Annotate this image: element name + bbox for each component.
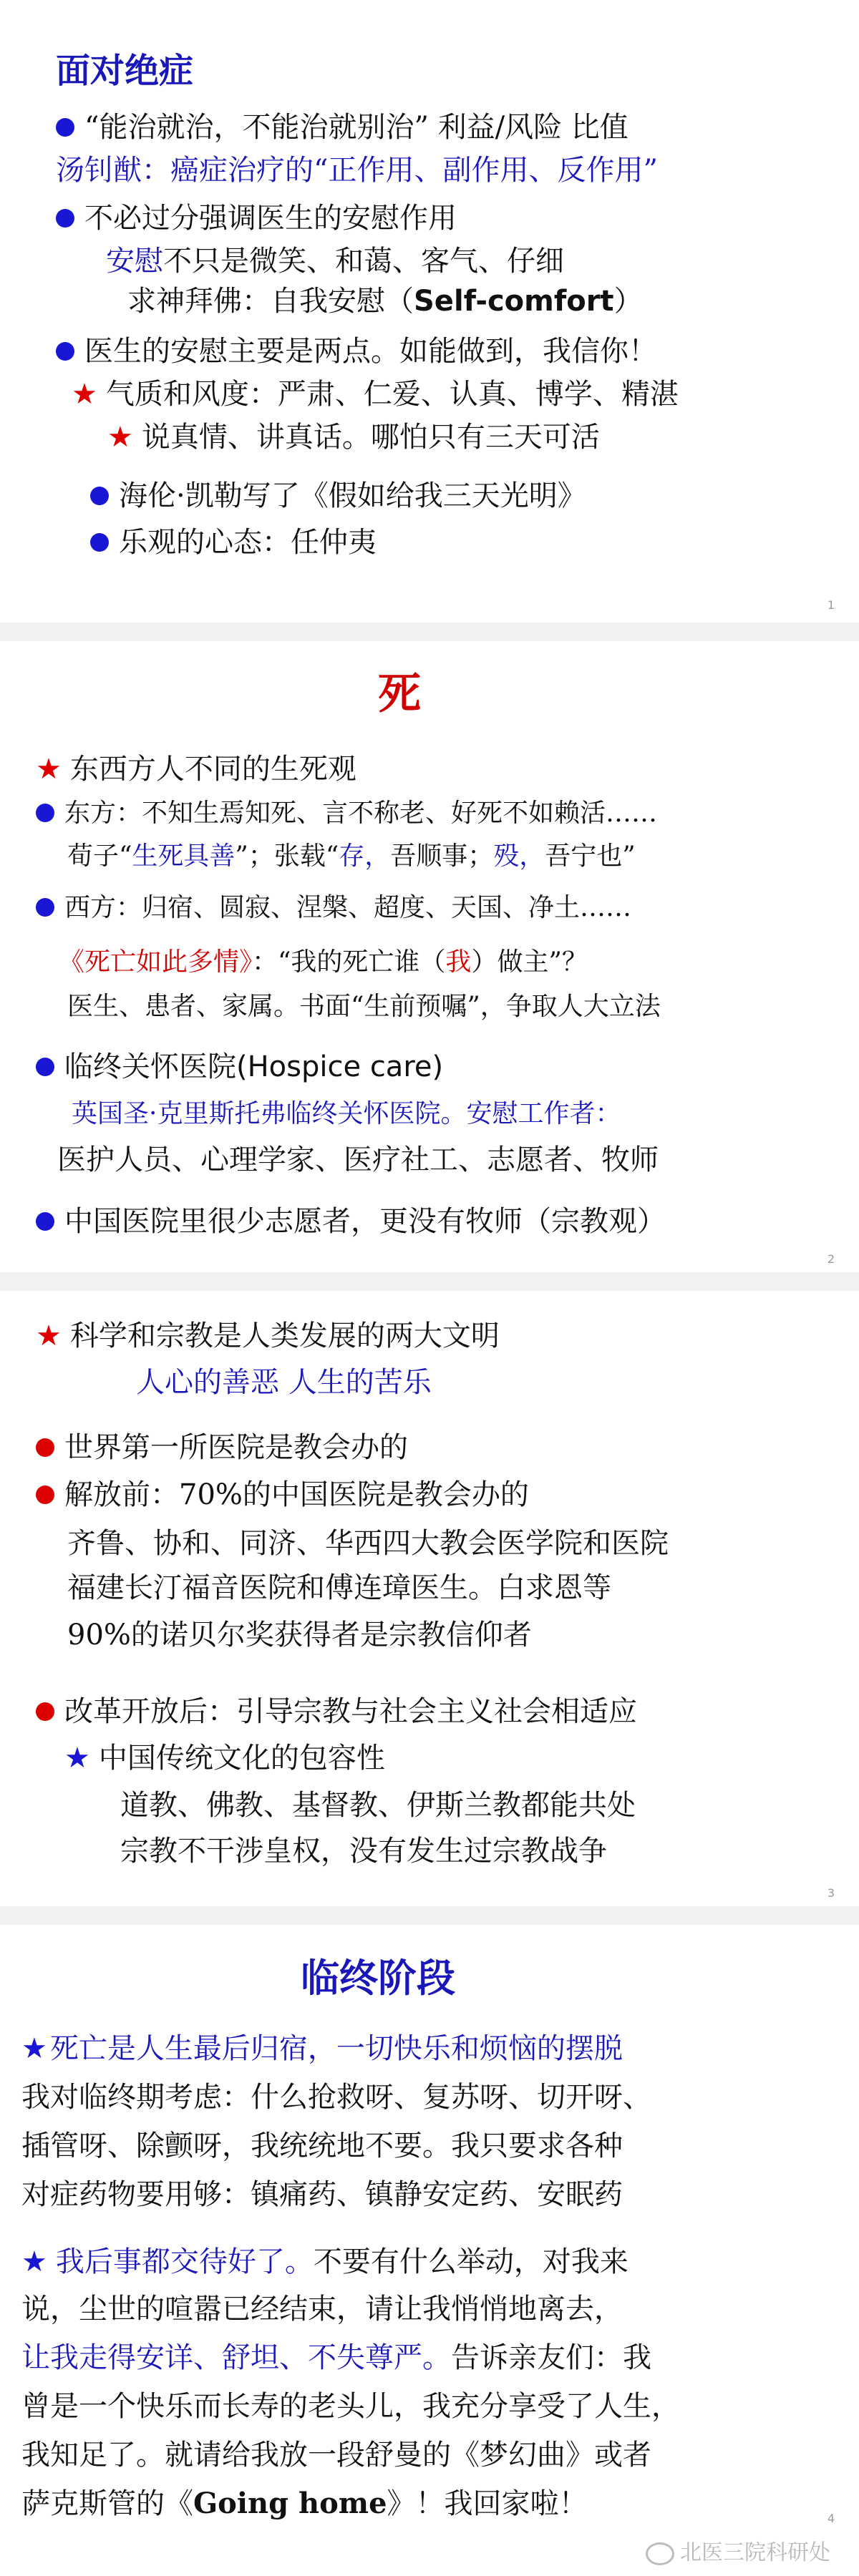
- page-number: 3: [827, 1886, 835, 1900]
- slide-separator: [0, 1906, 859, 1925]
- text-line: 《死亡如此多情》：“我的死亡谁（我）做主”？: [59, 947, 588, 977]
- text-line: 求神拜佛：自我安慰（Self-comfort）: [127, 285, 643, 318]
- text-line: 英国圣·克里斯托弗临终关怀医院。安慰工作者：: [72, 1099, 621, 1128]
- bullet-line: 世界第一所医院是教会办的: [36, 1431, 408, 1464]
- text-line: 对症药物要用够：镇痛药、镇静安定药、安眠药: [21, 2178, 623, 2211]
- bullet-line: “能治就治，不能治就别治” 利益/风险 比值: [56, 111, 629, 144]
- star-line: ★ 中国传统文化的包容性: [64, 1742, 385, 1775]
- star-line: ★ 我后事都交待好了。不要有什么举动，对我来: [21, 2245, 629, 2278]
- bullet-dot-icon: [36, 1212, 54, 1231]
- bullet-line: 不必过分强调医生的安慰作用: [56, 202, 457, 235]
- text-line: 我对临终期考虑：什么抢救呀、复苏呀、切开呀、: [21, 2081, 651, 2114]
- text-line: 医生、患者、家属。书面“生前预嘱”，争取人大立法: [67, 992, 661, 1021]
- text-line: 安慰不只是微笑、和蔼、客气、仔细: [106, 245, 564, 278]
- page-number: 4: [827, 2512, 835, 2525]
- bullet-dot-icon: [90, 487, 109, 505]
- text-line: 曾是一个快乐而长寿的老头儿，我充分享受了人生，: [21, 2390, 680, 2423]
- text-line: 90%的诺贝尔奖获得者是宗教信仰者: [67, 1619, 532, 1652]
- bullet-dot-icon: [90, 533, 109, 552]
- page-number: 1: [827, 598, 835, 612]
- bullet-line: 临终关怀医院(Hospice care): [36, 1050, 443, 1083]
- bullet-line: 医生的安慰主要是两点。如能做到，我信你！: [56, 335, 657, 368]
- star-icon: ★: [72, 378, 97, 411]
- text-line: 宗教不干涉皇权，没有发生过宗教战争: [120, 1835, 607, 1868]
- text-line: 我知足了。就请给我放一段舒曼的《梦幻曲》或者: [21, 2439, 651, 2472]
- text-line: 萨克斯管的《Going home》！我回家啦！: [21, 2487, 588, 2520]
- slide-title: 死: [378, 669, 421, 719]
- text-line: 医护人员、心理学家、医疗社工、志愿者、牧师: [57, 1143, 659, 1176]
- bullet-dot-icon: [36, 804, 54, 822]
- slide-title: 临终阶段: [301, 1956, 455, 2001]
- page-number: 2: [827, 1252, 835, 1266]
- slide-title: 面对绝症: [56, 51, 194, 91]
- text-line: 插管呀、除颤呀，我统统地不要。我只要求各种: [21, 2129, 623, 2162]
- bullet-dot-icon: [36, 1702, 54, 1721]
- bullet-line: 西方：归宿、圆寂、涅槃、超度、天国、净土……: [36, 893, 631, 922]
- bullet-dot-icon: [56, 118, 74, 137]
- slide-2: [0, 641, 859, 1272]
- bullet-line: 海伦·凯勒写了《假如给我三天光明》: [90, 479, 586, 512]
- text-line: 道教、佛教、基督教、伊斯兰教都能共处: [120, 1789, 636, 1822]
- slide-separator: [0, 1272, 859, 1291]
- star-line: ★ 死亡是人生最后归宿，一切快乐和烦恼的摆脱: [21, 2032, 623, 2065]
- bullet-dot-icon: [36, 1438, 54, 1457]
- star-line: ★ 说真情、讲真话。哪怕只有三天可活: [107, 421, 600, 454]
- text-line: 福建长汀福音医院和傅连璋医生。白求恩等: [67, 1571, 611, 1604]
- slide-1: [0, 0, 859, 623]
- star-line: ★ 东西方人不同的生死观: [36, 753, 356, 786]
- star-icon: ★: [36, 753, 62, 786]
- star-icon: ★: [107, 421, 133, 454]
- bullet-line: 中国医院里很少志愿者，更没有牧师（宗教观）: [36, 1205, 666, 1238]
- star-icon: ★: [21, 2032, 47, 2065]
- text-line: 人心的善恶 人生的苦乐: [136, 1366, 432, 1399]
- star-icon: ★: [36, 1319, 62, 1352]
- star-icon: ★: [64, 1742, 90, 1775]
- text-line: 让我走得安详、舒坦、不失尊严。告诉亲友们：我: [21, 2341, 651, 2374]
- star-icon: ★: [21, 2245, 47, 2278]
- bullet-dot-icon: [56, 209, 74, 228]
- bullet-dot-icon: [36, 1485, 54, 1504]
- slide-separator: [0, 623, 859, 641]
- bullet-dot-icon: [36, 1058, 54, 1076]
- text-line: 荀子“生死具善”；张载“存，吾顺事；殁，吾宁也”: [67, 841, 636, 871]
- wechat-icon: [646, 2542, 674, 2565]
- bullet-line: 改革开放后：引导宗教与社会主义社会相适应: [36, 1695, 637, 1728]
- bullet-line: 解放前：70%的中国医院是教会办的: [36, 1478, 529, 1511]
- watermark: 北医三院科研处: [646, 2534, 830, 2566]
- bullet-dot-icon: [56, 342, 74, 361]
- bullet-line: 东方：不知生焉知死、言不称老、好死不如赖活……: [36, 799, 657, 828]
- text-line: 说，尘世的喧嚣已经结束，请让我悄悄地离去，: [21, 2293, 623, 2326]
- star-line: ★ 科学和宗教是人类发展的两大文明: [36, 1319, 500, 1352]
- slide-3: [0, 1291, 859, 1906]
- bullet-dot-icon: [36, 898, 54, 917]
- bullet-line: 乐观的心态：任仲夷: [90, 526, 377, 559]
- text-line: 汤钊猷：癌症治疗的“正作用、副作用、反作用”: [56, 154, 658, 187]
- star-line: ★ 气质和风度：严肃、仁爱、认真、博学、精湛: [72, 378, 679, 411]
- text-line: 齐鲁、协和、同济、华西四大教会医学院和医院: [67, 1527, 669, 1560]
- slide-4: [0, 1925, 859, 2576]
